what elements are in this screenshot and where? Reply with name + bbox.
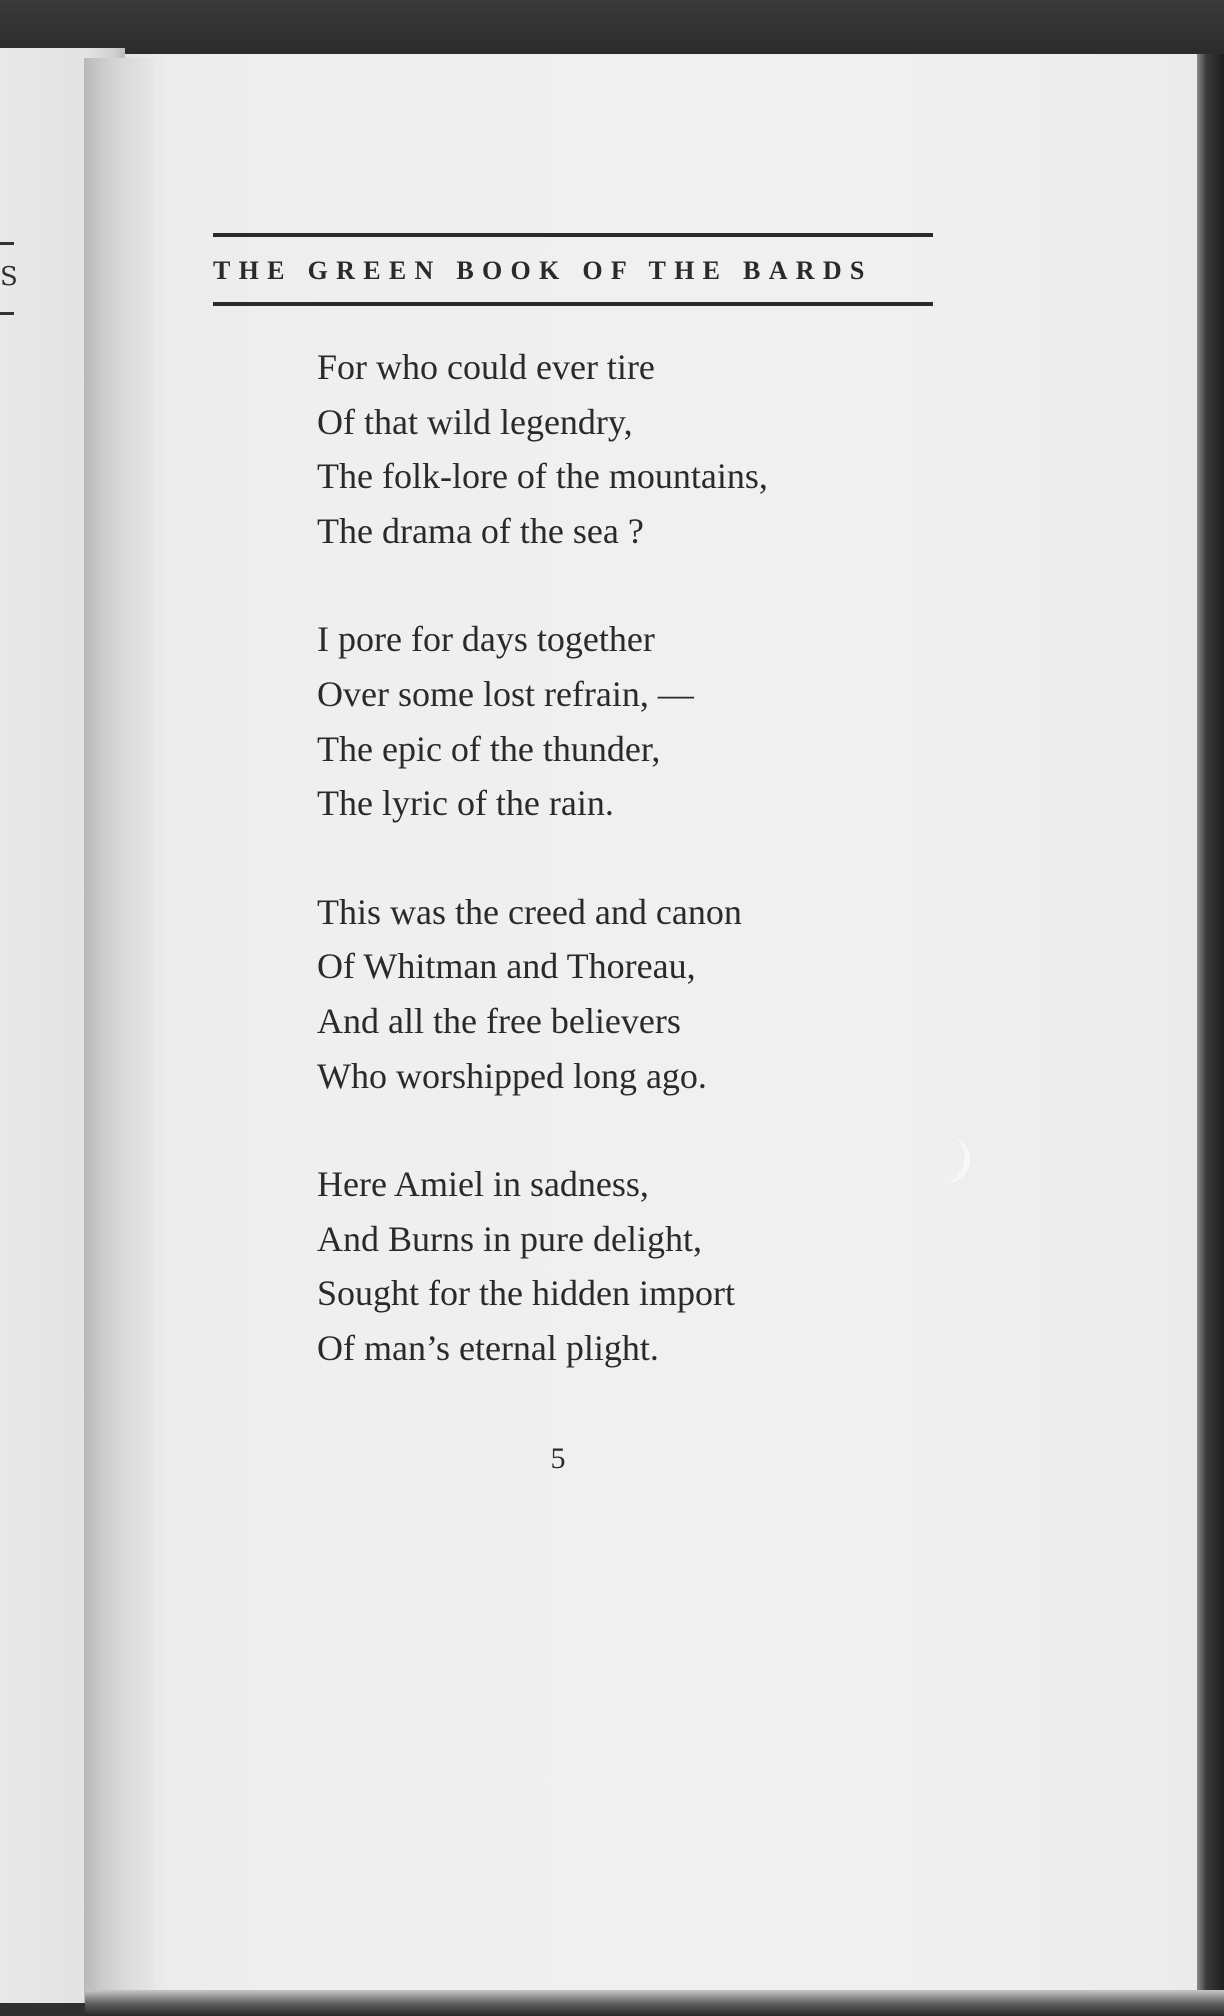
bottom-edge: [85, 1990, 1224, 2016]
poem-line: Over some lost refrain, —: [317, 673, 694, 714]
poem-line: This was the creed and canon: [317, 891, 742, 932]
running-head-title: THE GREEN BOOK OF THE BARDS: [213, 256, 873, 285]
facing-page-rule-bottom: [0, 312, 14, 315]
poem-line: Of man’s eternal plight.: [317, 1327, 659, 1368]
poem: [317, 340, 967, 1430]
poem-line: And all the free believers: [317, 1000, 681, 1041]
poem-line: Of Whitman and Thoreau,: [317, 946, 696, 987]
gutter-shadow: [84, 58, 154, 2003]
stanza: [317, 612, 967, 830]
poem-line: And Burns in pure delight,: [317, 1218, 702, 1259]
stanza: [317, 885, 967, 1103]
running-head: [213, 233, 933, 306]
page-edge: [1197, 54, 1224, 2016]
poem-line: The lyric of the rain.: [317, 783, 614, 824]
facing-page-edge-letter: S: [0, 262, 21, 292]
poem-line: The folk-lore of the mountains,: [317, 456, 768, 497]
poem-line: Who worshipped long ago.: [317, 1055, 707, 1096]
poem-line: For who could ever tire: [317, 347, 655, 387]
running-head-rule-bottom: [213, 302, 933, 306]
poem-line: Sought for the hidden import: [317, 1273, 735, 1314]
poem-line: The drama of the sea ?: [317, 510, 644, 551]
poem-line: I pore for days together: [317, 619, 655, 660]
poem-line: Here Amiel in sadness,: [317, 1164, 649, 1205]
facing-page-rule-top: [0, 242, 14, 245]
poem-line: The epic of the thunder,: [317, 728, 661, 769]
poem-line: Of that wild legendry,: [317, 401, 633, 442]
stanza: [317, 340, 967, 558]
page-number: 5: [550, 1442, 566, 1475]
stanza: [317, 1157, 967, 1375]
